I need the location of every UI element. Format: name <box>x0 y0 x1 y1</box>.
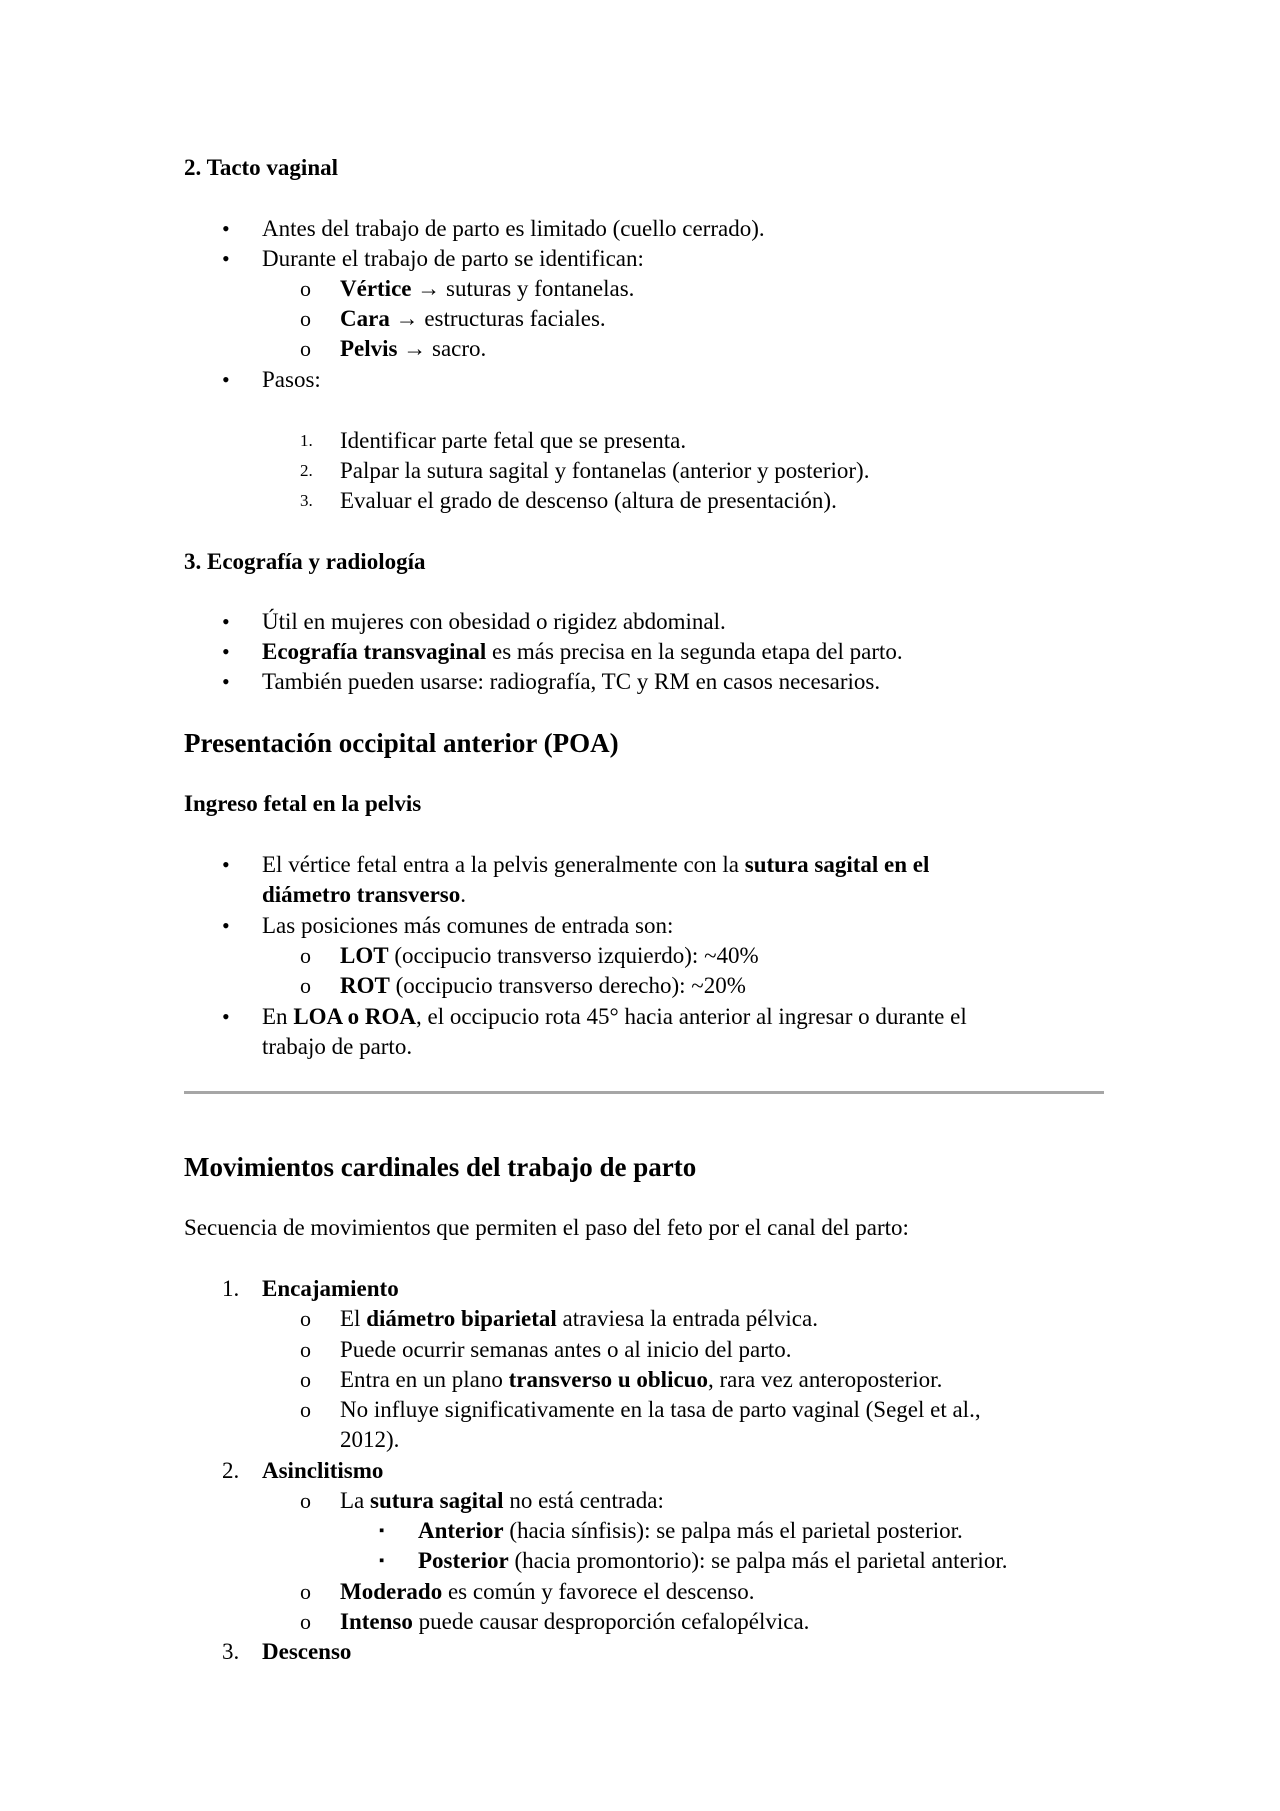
step-text: Evaluar el grado de descenso (altura de presentación). <box>340 488 837 513</box>
step-number: 2. <box>300 461 313 480</box>
sub-bullet-text: ROT (occipucio transverso derecho): ~20% <box>340 973 746 998</box>
square-bullet-icon: ▪ <box>379 1523 385 1539</box>
subsection-heading: Ingreso fetal en la pelvis <box>184 791 422 816</box>
circle-bullet-icon: o <box>300 1397 311 1422</box>
bullet-icon: • <box>222 1004 230 1029</box>
bullet-icon: • <box>222 913 230 938</box>
bullet-icon: • <box>222 367 230 392</box>
sub-sub-bullet-text: Posterior (hacia promontorio): se palpa más el parietal anterior. <box>418 1548 1008 1573</box>
sub-bullet-text: Puede ocurrir semanas antes o al inicio del parto. <box>340 1337 792 1362</box>
circle-bullet-icon: o <box>300 1488 311 1513</box>
list-number: 2. <box>222 1458 240 1483</box>
section-title: Presentación occipital anterior (POA) <box>184 728 619 758</box>
circle-bullet-icon: o <box>300 973 311 998</box>
square-bullet-icon: ▪ <box>379 1553 385 1569</box>
circle-bullet-icon: o <box>300 1609 311 1634</box>
step-number: 3. <box>300 491 313 510</box>
circle-bullet-icon: o <box>300 336 311 361</box>
step-number: 1. <box>300 431 313 450</box>
sub-bullet-text: La sutura sagital no está centrada: <box>340 1488 664 1513</box>
bullet-text: También pueden usarse: radiografía, TC y RM en casos necesarios. <box>262 669 881 694</box>
bullet-icon: • <box>222 852 230 877</box>
list-item-title: Descenso <box>262 1639 352 1664</box>
list-item-title: Asinclitismo <box>262 1458 384 1483</box>
step-text: Identificar parte fetal que se presenta. <box>340 428 687 453</box>
circle-bullet-icon: o <box>300 1306 311 1331</box>
bullet-icon: • <box>222 216 230 241</box>
bullet-icon: • <box>222 246 230 271</box>
sub-sub-bullet-text: Anterior (hacia sínfisis): se palpa más el parietal posterior. <box>418 1518 963 1543</box>
circle-bullet-icon: o <box>300 276 311 301</box>
bullet-text: Antes del trabajo de parto es limitado (cuello cerrado). <box>262 216 765 241</box>
horizontal-divider <box>184 1091 1104 1094</box>
bullet-text: El vértice fetal entra a la pelvis generalmente con la sutura sagital en el <box>262 852 930 877</box>
sub-bullet-text: No influye significativamente en la tasa de parto vaginal (Segel et al., <box>340 1397 981 1422</box>
bullet-text: Ecografía transvaginal es más precisa en la segunda etapa del parto. <box>262 639 903 664</box>
circle-bullet-icon: o <box>300 306 311 331</box>
intro-paragraph: Secuencia de movimientos que permiten el paso del feto por el canal del parto: <box>184 1215 909 1240</box>
circle-bullet-icon: o <box>300 1579 311 1604</box>
sub-bullet-text: Vértice → suturas y fontanelas. <box>340 276 635 301</box>
list-item-title: Encajamiento <box>262 1276 399 1301</box>
bullet-icon: • <box>222 609 230 634</box>
circle-bullet-icon: o <box>300 1367 311 1392</box>
list-number: 1. <box>222 1276 240 1301</box>
list-number: 3. <box>222 1639 240 1664</box>
circle-bullet-icon: o <box>300 1337 311 1362</box>
circle-bullet-icon: o <box>300 943 311 968</box>
bullet-text-continued: diámetro transverso. <box>262 882 466 907</box>
sub-bullet-text: Intenso puede causar desproporción cefalopélvica. <box>340 1609 810 1634</box>
bullet-text-continued: trabajo de parto. <box>262 1034 413 1059</box>
section-heading: 3. Ecografía y radiología <box>184 549 426 574</box>
bullet-text: Durante el trabajo de parto se identifican: <box>262 246 644 271</box>
sub-bullet-text: El diámetro biparietal atraviesa la entrada pélvica. <box>340 1306 818 1331</box>
bullet-text: Las posiciones más comunes de entrada son: <box>262 913 674 938</box>
step-text: Palpar la sutura sagital y fontanelas (anterior y posterior). <box>340 458 870 483</box>
bullet-text: Pasos: <box>262 367 321 392</box>
sub-bullet-text: Moderado es común y favorece el descenso. <box>340 1579 755 1604</box>
bullet-icon: • <box>222 669 230 694</box>
bullet-icon: • <box>222 639 230 664</box>
sub-bullet-text-continued: 2012). <box>340 1427 400 1452</box>
section-title: Movimientos cardinales del trabajo de parto <box>184 1152 697 1182</box>
bullet-text: En LOA o ROA, el occipucio rota 45° hacia anterior al ingresar o durante el <box>262 1004 967 1029</box>
sub-bullet-text: Entra en un plano transverso u oblicuo, rara vez anteroposterior. <box>340 1367 943 1392</box>
section-heading: 2. Tacto vaginal <box>184 155 339 180</box>
bullet-text: Útil en mujeres con obesidad o rigidez abdominal. <box>262 609 726 634</box>
sub-bullet-text: Pelvis → sacro. <box>340 336 487 361</box>
sub-bullet-text: LOT (occipucio transverso izquierdo): ~40% <box>340 943 759 968</box>
sub-bullet-text: Cara → estructuras faciales. <box>340 306 606 331</box>
